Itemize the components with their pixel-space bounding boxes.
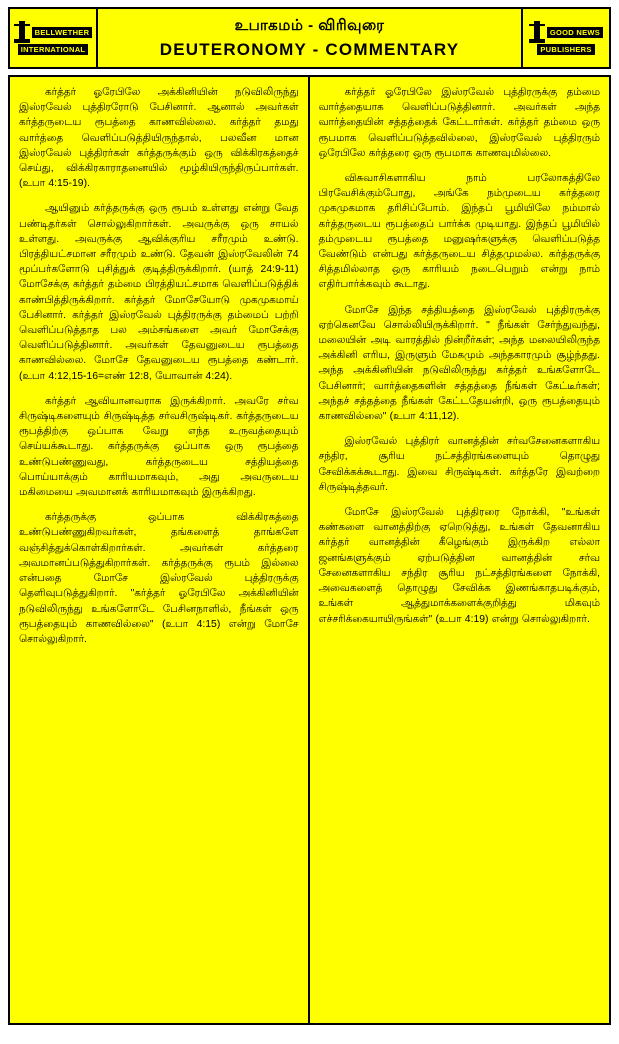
paragraph: இஸ்ரவேல் புத்திரர் வானத்தின் சர்வசேனைகளாகிய சந்திர, சூரிய நட்சத்திரங்களையும் தொழுது சேவிக்கக்கூடாது. இவை சிருஷ்டிகள். கர்த்தரே இவற்றை சிருஷ்டித்தவர். <box>318 436 600 493</box>
lighthouse-icon <box>14 21 30 43</box>
page-title-tamil: உபாகமம் - விரிவுரை <box>234 16 385 34</box>
paragraph: கர்த்தர் ஆவியானவராக இருக்கிறார். அவரே சர்வ சிருஷ்டிகளையும் சிருஷ்டித்த சர்வசிருஷ்டிகர். கர்த்தருடைய ரூபத்திற்கு ஒப்பாக வேறு எந்த உருவத்தையும் செய்யக்கூடாது. கர்த்தருக்கு ஒப்பாக ஒரு ரூபத்தை உண்டுபண்ணுவது, கர்த்தருடைய சத்தியத்தை பொய்யாக்கும் காரியமாகவும், அது அவருடைய மகிமையை அவமானக் காரியமாகவும் இருக்கிறது. <box>19 395 299 499</box>
bellwether-logo-row <box>10 21 96 43</box>
bellwether-label-top: BELLWETHER <box>32 27 93 38</box>
header-title-block <box>98 9 521 67</box>
lighthouse-icon <box>529 21 545 43</box>
paragraph: கர்த்தர் ஓரேபிலே அக்கினியின் நடுவிலிருந்து இஸ்ரவேல் புத்திரரோடு பேசினார். ஆனால் அவர்கள் கர்த்தருடைய ரூபத்தை காணவில்லை. கர்த்தர் தமது வார்த்தை வெளிப்படுத்தியிருந்தால், பலவீன மான இஸ்ரவேல் புத்திரர்கள் கர்த்தருக்கும் ஒரு விக்கிரகத்தைச் செய்து, விக்கிரகாராதனையில் மூழ்கியிருந்திருப்பார்கள். (உபா 4:15-19). <box>19 87 299 190</box>
paragraph: கர்த்தர் ஓரேபிலே இஸ்ரவேல் புத்திரருக்கு தம்மை வார்த்தையாக வெளிப்படுத்தினார். அவர்கள் அந்த வார்த்தையின் சத்தத்தைக் கேட்டார்கள். கர்த்தர் தம்மை ஒரு ரூபமாக வெளிப்படுத்தவில்லை, இஸ்ரவேல் புத்திரரும் ஒரேபிலே கர்த்தரை ஒரு ரூபமாக காணவுமில்லை. <box>318 87 600 159</box>
paragraph: மோசே இஸ்ரவேல் புத்திரரை நோக்கி, "உங்கள் கண்களை வானத்திற்கு ஏறெடுத்து, உங்கள் தேவனாகிய கர்த்தர் வானத்தின் கீழெங்கும் இருக்கிற எல்லா ஜனங்களுக்கும் ஏற்படுத்தின வானத்தின் சர்வ சேனைகளாகிய சந்திர சூரிய நட்சத்திரங்களை நோக்கி, அவைகளைத் தொழுது சேவிக்க இணங்காதபடிக்கும், உங்கள் ஆத்துமாக்களைக்குறித்து மிகவும் எச்சரிக்கையாயிருங்கள்" (உபா 4:19) என்று சொல்லுகிறார். <box>318 507 600 625</box>
commentary-body <box>8 75 611 1025</box>
good-news-label-top: GOOD NEWS <box>547 27 603 38</box>
paragraph: ஆயினும் கர்த்தருக்கு ஒரு ரூபம் உள்ளது என்று வேத பண்டிதர்கள் சொல்லுகிறார்கள். அவருக்கு ஒரு சாயல் உள்ளது. அவருக்கு ஆவிக்குரிய சரீரமும் உண்டு. பிரத்தியட்சமான சரீரமும் உண்டு. தேவன் இஸ்ரவேலின் 74 மூப்பர்களோடு புசித்துக் குடித்திருக்கிறார். (யாத் 24:9-11) மோசேக்கு கர்த்தர் தம்மை பிரத்தியட்சமாக வெளிப்படுத்திக் காண்பித்திருக்கிறார். கர்த்தர் மோசேயோடு முகமுகமாய் பேசினார். கர்த்தர் இஸ்ரவேல் புத்திரருக்கு தம்மைப் பற்றி வெளிப்படுத்தாத பல அம்சங்களை அவர் மோசேக்கு வெளிப்படுத்தினார். அவர்கள் தேவனுடைய ரூபத்தை காணவில்லை. மோசே தேவனுடைய ரூபத்தை கண்டார். (உபா 4:12,15-16=எண் 12:8, யோவான் 4:24). <box>19 203 299 382</box>
paragraph: மோசே இந்த சத்தியத்தை இஸ்ரவேல் புத்திரருக்கு ஏற்கெனவே சொல்லியிருக்கிறார். " நீங்கள் சேர்ந்துவந்து, மலையின் அடி வாரத்தில் நின்றீர்கள்; அந்த மலையிலிருந்த அக்கினி எரிய, இருளும் மேகமும் அந்தகாரமும் சூழ்ந்தது. அந்த அக்கினியின் நடுவிலிருந்து கர்த்தர் உங்களோடே பேசினார்; வார்த்தைகளின் சத்தத்தை நீங்கள் கேட்டீர்கள்; அந்தச் சத்தத்தை நீங்கள் கேட்டதேயன்றி, ஒரு ரூபத்தையும் காணவில்லை" (உபா 4:11,12). <box>318 304 600 423</box>
good-news-logo-row <box>523 21 609 43</box>
paragraph: கர்த்தருக்கு ஒப்பாக விக்கிரகத்தை உண்டுபண்ணுகிறவர்கள், தங்களைத் தாங்களே வஞ்சித்துக்கொள்கிறார்கள். அவர்கள் கர்த்தரை அவமானப்படுத்துகிறார்கள். கர்த்தருக்கு ரூபம் இல்லை என்பதை மோசே இஸ்ரவேல் புத்திரருக்கு தெளிவுபடுத்துகிறார். "கர்த்தர் ஓரேபிலே அக்கினியின் நடுவிலிருந்து உங்களோடே பேசினநாளில், நீங்கள் ஒரு ரூபத்தையும் காணவில்லை" (உபா 4:15) என்று மோசே சொல்லுகிறார். <box>19 512 299 645</box>
right-column <box>310 77 610 1023</box>
paragraph: விசுவாசிகளாகிய நாம் பரலோகத்திலே பிரவேசிக்கும்போது, அங்கே நம்முடைய கர்த்தரை முகமுகமாக தரிசிப்போம். இந்தப் பூமியிலே நம்மால் கர்த்தருடைய ரூபத்தைப் பார்க்க முடியாது. இந்தப் பூமியில் தம்முடைய ரூபத்தை மனுஷர்களுக்கு வெளிப்படுத்த வேண்டும் என்பது கர்த்தருடைய சித்தமுமல்ல. கர்த்தருக்கு சித்தமில்லாத ஒரு காரியம் நடைபெறும் என்று நாம் எதிர்பார்க்கவும் கூடாது. <box>318 173 600 291</box>
publisher-logo-right <box>521 9 609 67</box>
publisher-logo-left <box>10 9 98 67</box>
page-title-english: DEUTERONOMY - COMMENTARY <box>159 39 460 59</box>
left-column <box>10 77 310 1023</box>
bellwether-label-bottom: INTERNATIONAL <box>18 44 89 55</box>
document-header <box>8 7 611 69</box>
good-news-label-bottom: PUBLISHERS <box>537 44 594 55</box>
